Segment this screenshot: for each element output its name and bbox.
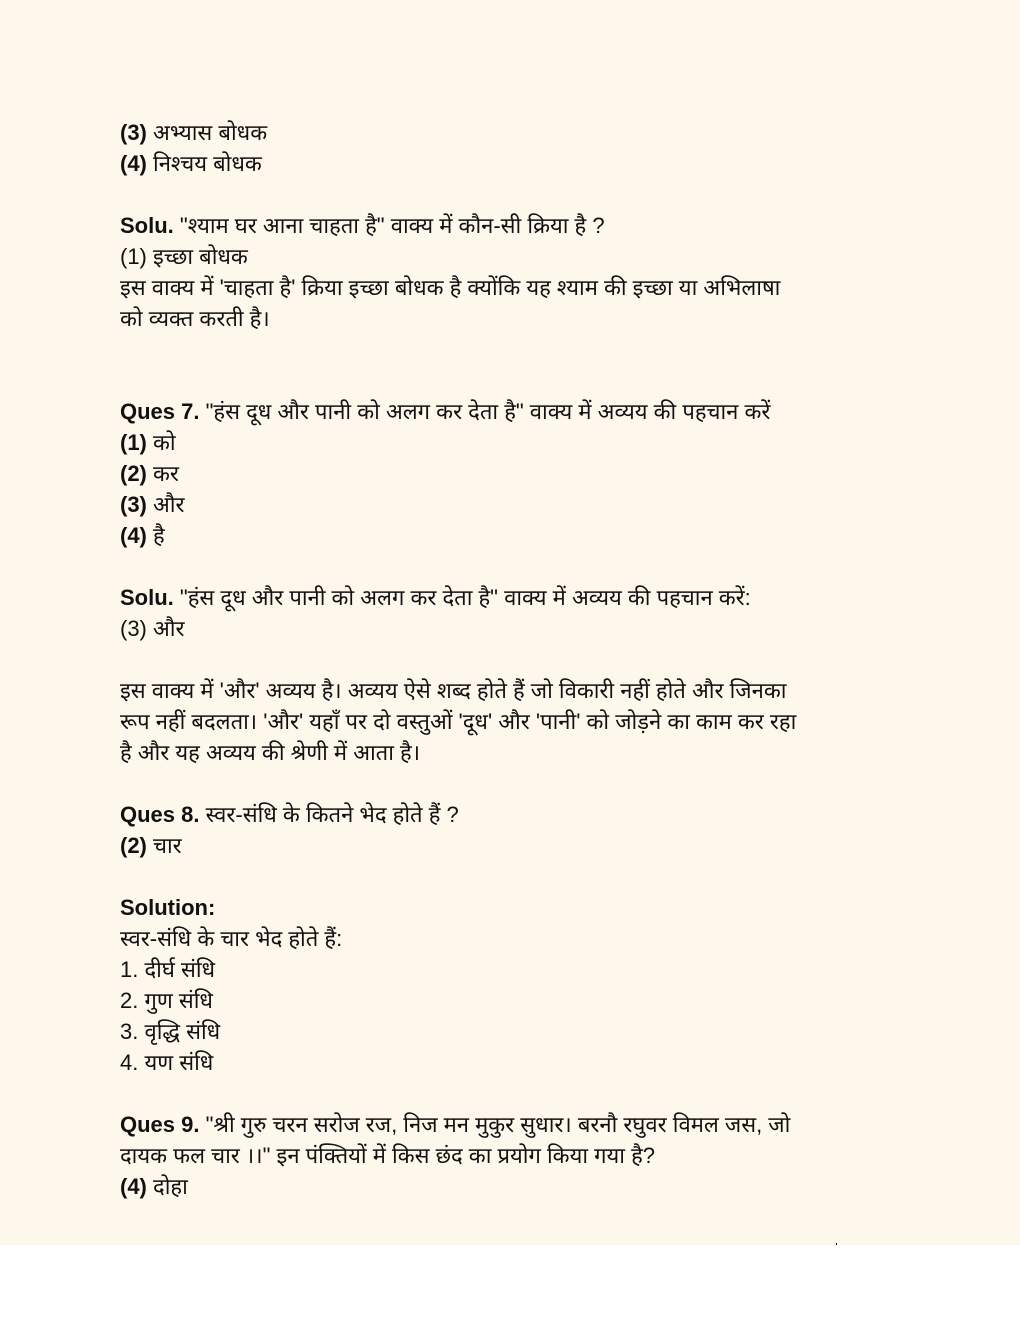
spacer xyxy=(120,644,900,675)
question-text: "श्री गुरु चरन सरोज रज, निज मन मुकुर सुधार। बरनौ रघुवर विमल जस, जो xyxy=(205,1112,791,1137)
question-text: "हंस दूध और पानी को अलग कर देता है" वाक्य में अव्यय की पहचान करें xyxy=(205,399,771,424)
q6-explanation-line-2: को व्यक्त करती है। xyxy=(120,306,270,331)
q7-option-4 xyxy=(120,520,900,551)
spacer xyxy=(120,334,900,396)
option-number: (2) xyxy=(120,833,147,858)
q8-solution-item-2: 2. गुण संधि xyxy=(120,988,213,1013)
q8-solution-item-4: 4. यण संधि xyxy=(120,1050,214,1075)
option-number: (4) xyxy=(120,1174,147,1199)
option-text: निश्चय बोधक xyxy=(153,151,262,176)
option-text: चार xyxy=(153,833,182,858)
option-text: दोहा xyxy=(153,1174,188,1199)
question-label: Ques 7. xyxy=(120,399,200,424)
q7-solution-heading xyxy=(120,582,900,613)
option-text: और xyxy=(153,492,185,517)
spacer xyxy=(120,179,900,210)
spacer xyxy=(120,861,900,892)
spacer xyxy=(120,551,900,582)
option-number: (4) xyxy=(120,151,147,176)
option-text: है xyxy=(153,523,165,548)
q8-heading xyxy=(120,799,900,830)
q8-answer xyxy=(120,830,900,861)
option-number: (3) xyxy=(120,492,147,517)
option-number: (2) xyxy=(120,461,147,486)
q7-option-3 xyxy=(120,489,900,520)
q7-explanation-line-1: इस वाक्य में 'और' अव्यय है। अव्यय ऐसे शब्द होते हैं जो विकारी नहीं होते और जिनका xyxy=(120,678,787,703)
q8-solution-item-1: 1. दीर्घ संधि xyxy=(120,957,216,982)
question-label: Ques 8. xyxy=(120,802,200,827)
q9-heading-line-2: दायक फल चार ।।" इन पंक्तियों में किस छंद का प्रयोग किया गया है? xyxy=(120,1143,656,1168)
question-label: Ques 9. xyxy=(120,1112,200,1137)
option-text: अभ्यास बोधक xyxy=(153,120,268,145)
q6-solution-heading xyxy=(120,210,900,241)
solution-label: Solu. xyxy=(120,585,174,610)
solution-question: "श्याम घर आना चाहता है" वाक्य में कौन-सी क्रिया है ? xyxy=(179,213,605,238)
option-number: (4) xyxy=(120,523,147,548)
q9-answer xyxy=(120,1171,900,1202)
solution-label: Solu. xyxy=(120,213,174,238)
q6-option-4 xyxy=(120,148,900,179)
option-text: को xyxy=(153,430,176,455)
q7-heading xyxy=(120,396,900,427)
q6-option-3 xyxy=(120,117,900,148)
spacer xyxy=(120,1078,900,1109)
q8-solution-label: Solution: xyxy=(120,895,216,920)
option-text: कर xyxy=(153,461,179,486)
q6-solution-answer: (1) इच्छा बोधक xyxy=(120,244,248,269)
q7-explanation-line-2: रूप नहीं बदलता। 'और' यहाँ पर दो वस्तुओं 'दूध' और 'पानी' को जोड़ने का काम कर रहा xyxy=(120,709,797,734)
q7-solution-answer: (3) और xyxy=(120,616,185,641)
q6-explanation-line-1: इस वाक्य में 'चाहता है' क्रिया इच्छा बोधक है क्योंकि यह श्याम की इच्छा या अभिलाषा xyxy=(120,275,781,300)
q9-heading-line-1 xyxy=(120,1109,900,1140)
q7-option-2 xyxy=(120,458,900,489)
q7-option-1 xyxy=(120,427,900,458)
page-mark xyxy=(836,1243,837,1245)
solution-question: "हंस दूध और पानी को अलग कर देता है" वाक्य में अव्यय की पहचान करें: xyxy=(179,585,751,610)
spacer xyxy=(120,768,900,799)
document-content xyxy=(120,117,900,1202)
question-text: स्वर-संधि के कितने भेद होते हैं ? xyxy=(205,802,459,827)
q8-solution-intro: स्वर-संधि के चार भेद होते हैं: xyxy=(120,926,343,951)
q7-explanation-line-3: है और यह अव्यय की श्रेणी में आता है। xyxy=(120,740,421,765)
q8-solution-item-3: 3. वृद्धि संधि xyxy=(120,1019,221,1044)
option-number: (3) xyxy=(120,120,147,145)
option-number: (1) xyxy=(120,430,147,455)
